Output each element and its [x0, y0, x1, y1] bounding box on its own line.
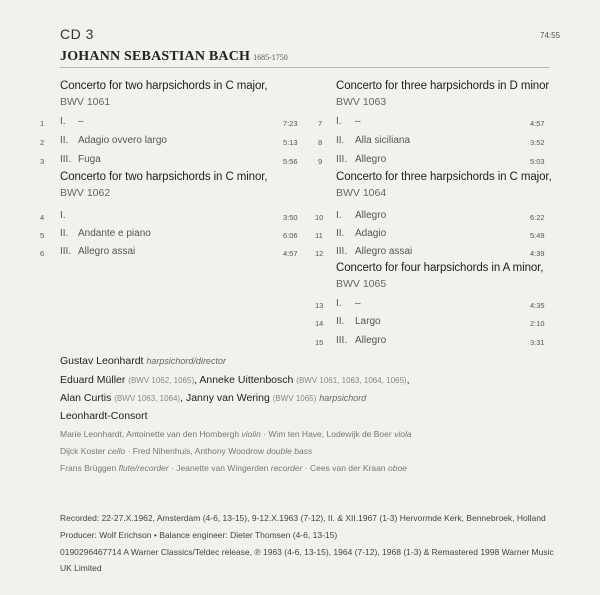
movement-name: Alla siciliana [355, 135, 411, 146]
ensemble-name: Leonhardt-Consort [60, 410, 148, 422]
track-number: 13 [315, 301, 324, 310]
ensemble-members-line: Frans Brüggen flute/recorder · Jeanette van Wingerden recorder · Cees van der Kraan oboe [60, 463, 407, 473]
movement-name: – [355, 298, 361, 309]
track-duration: 5:13 [283, 138, 298, 147]
member-role: oboe [388, 463, 407, 473]
movement-name: Allegro assai [355, 246, 413, 257]
release-info-cont: UK Limited [60, 563, 102, 573]
movement-name: Adagio [355, 228, 387, 239]
member-names: Wim ten Have, Lodewijk de Boer [268, 429, 392, 439]
track-duration: 7:23 [283, 119, 298, 128]
movement-name: Allegro [355, 210, 387, 221]
track-duration: 6:06 [283, 231, 298, 240]
ensemble-members-line: Dijck Koster cello · Fred Nihenhuis, Anthony Woodrow double bass [60, 446, 313, 456]
movement-roman: II. [60, 228, 69, 239]
movement-roman: III. [336, 154, 348, 165]
track-number: 4 [40, 213, 45, 222]
movement-name: Allegro [355, 154, 387, 165]
performer-role: harpsichord [319, 393, 367, 403]
movement-name: Andante e piano [78, 228, 151, 239]
movement-name: – [355, 116, 361, 127]
track-duration: 4:57 [283, 249, 298, 258]
track-number: 7 [318, 119, 323, 128]
member-role: violin [241, 429, 261, 439]
movement-roman: I. [336, 210, 342, 221]
movement-roman: I. [60, 116, 66, 127]
work-bwv: BWV 1063 [336, 96, 387, 108]
track-number: 3 [40, 157, 45, 166]
track-duration: 5:03 [530, 157, 545, 166]
work-title: Concerto for four harpsichords in A minor, [336, 262, 544, 274]
performer-line: Alan Curtis (BWV 1063, 1064), Janny van Wering (BWV 1065) harpsichord [60, 392, 367, 404]
total-time: 74:55 [540, 31, 561, 40]
member-names: Dijck Koster [60, 446, 106, 456]
work-title: Concerto for three harpsichords in D minor [336, 80, 550, 92]
track-number: 5 [40, 231, 45, 240]
member-names: Fred Nihenhuis, Anthony Woodrow [132, 446, 264, 456]
movement-name: Fuga [78, 154, 101, 165]
work-title: Concerto for two harpsichords in C major, [60, 80, 268, 92]
producer-info: Producer: Wolf Erichson • Balance engineer: Dieter Thomsen (4-6, 13-15) [60, 530, 338, 540]
movement-name: Allegro assai [78, 246, 136, 257]
track-number: 14 [315, 319, 324, 328]
movement-name: Allegro [355, 335, 387, 346]
heading-rule [60, 67, 550, 68]
composer-dates: 1685-1750 [253, 53, 288, 62]
member-names: Marie Leonhardt, Antoinette van den Hombergh [60, 429, 240, 439]
movement-roman: III. [60, 154, 72, 165]
movement-roman: I. [336, 298, 342, 309]
member-names: Jeanette van Wingerden [176, 463, 269, 473]
cd-label: CD 3 [60, 26, 94, 42]
movement-name: – [78, 116, 84, 127]
performer-name: Eduard Müller [60, 374, 126, 386]
performer-name: Janny van Wering [185, 392, 270, 404]
performer-detail: (BWV 1063, 1064) [114, 394, 181, 403]
performer-name: Gustav Leonhardt [60, 355, 144, 367]
track-number: 2 [40, 138, 45, 147]
movement-roman: II. [336, 316, 345, 327]
track-duration: 6:22 [530, 213, 545, 222]
work-bwv: BWV 1064 [336, 187, 387, 199]
performer-line: Eduard Müller (BWV 1062, 1065), Anneke Uittenbosch (BWV 1061, 1063, 1064, 1065), [60, 374, 410, 386]
track-number: 10 [315, 213, 324, 222]
track-duration: 5:49 [530, 231, 545, 240]
composer-heading [60, 47, 288, 65]
member-role: recorder [270, 463, 303, 473]
movement-roman: III. [336, 335, 348, 346]
track-duration: 3:52 [530, 138, 545, 147]
track-duration: 2:10 [530, 319, 545, 328]
work-bwv: BWV 1065 [336, 278, 387, 290]
member-names: Frans Brüggen [60, 463, 117, 473]
release-info: 0190296467714 A Warner Classics/Teldec release, ℗ 1963 (4-6, 13-15), 1964 (7-12), 1968 (1-3) & Remastered 1998 Warner Music [60, 547, 554, 557]
track-number: 9 [318, 157, 323, 166]
member-role: cello [107, 446, 126, 456]
performer-line [60, 355, 226, 367]
ensemble-members-line: Marie Leonhardt, Antoinette van den Hombergh violin · Wim ten Have, Lodewijk de Boer viola [60, 429, 412, 439]
track-number: 11 [315, 231, 323, 240]
track-number: 6 [40, 249, 45, 258]
movement-roman: I. [336, 116, 342, 127]
track-duration: 3:31 [530, 338, 545, 347]
performer-detail: (BWV 1062, 1065) [128, 376, 195, 385]
movement-roman: III. [336, 246, 348, 257]
work-title: Concerto for two harpsichords in C minor, [60, 171, 268, 183]
member-role: double bass [266, 446, 313, 456]
member-names: Cees van der Kraan [310, 463, 386, 473]
track-duration: 3:50 [283, 213, 298, 222]
movement-roman: II. [336, 228, 345, 239]
work-title: Concerto for three harpsichords in C major, [336, 171, 552, 183]
track-number: 12 [315, 249, 324, 258]
performer-name: Alan Curtis [60, 392, 112, 404]
composer-name: JOHANN SEBASTIAN BACH [60, 49, 251, 64]
track-duration: 4:57 [530, 119, 545, 128]
movement-roman: III. [60, 246, 72, 257]
movement-roman: II. [60, 135, 69, 146]
movement-roman: I. [60, 210, 66, 221]
work-bwv: BWV 1062 [60, 187, 111, 199]
member-role: flute/recorder [118, 463, 169, 473]
recording-info: Recorded: 22-27.X.1962, Amsterdam (4-6, 13-15), 9-12.X.1963 (7-12), II. & XII.1967 (1-3) Hervormde Kerk, Bennebroek, Holland [60, 513, 546, 523]
movement-name: Adagio ovvero largo [78, 135, 167, 146]
track-duration: 5:56 [283, 157, 298, 166]
track-duration: 4:39 [530, 249, 545, 258]
movement-roman: II. [336, 135, 345, 146]
movement-name: Largo [355, 316, 381, 327]
member-role: viola [394, 429, 412, 439]
track-duration: 4:35 [530, 301, 545, 310]
track-number: 8 [318, 138, 323, 147]
track-number: 15 [315, 338, 324, 347]
performer-name: Anneke Uittenbosch [199, 374, 294, 386]
performer-detail: (BWV 1061, 1063, 1064, 1065) [296, 376, 407, 385]
performer-role: harpsichord/director [146, 356, 226, 366]
work-bwv: BWV 1061 [60, 96, 111, 108]
performer-detail: (BWV 1065) [272, 394, 317, 403]
track-number: 1 [40, 119, 45, 128]
